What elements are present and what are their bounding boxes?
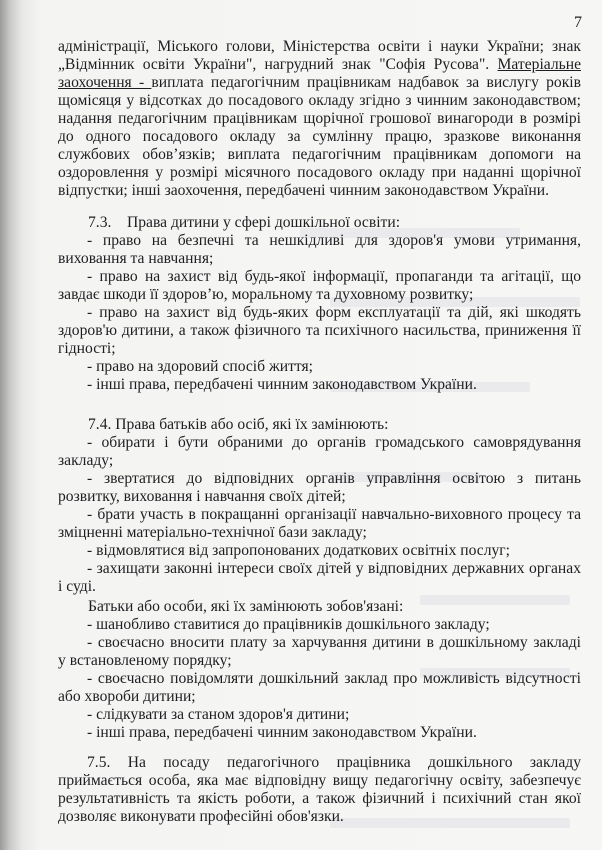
list-item: - звертатися до відповідних органів управління освітою з питань [87,470,581,487]
list-item-continuation: виховання та навчання; [58,250,214,267]
text-line: відпустки; інші заохочення, передбачені чинним законодавством України. [58,182,549,199]
list-item: - відмовлятися від запропонованих додаткових освітніх послуг; [87,542,511,559]
text-line: надання педагогічним працівникам щорічної грошової винагороди в розмірі [58,110,581,127]
list-item-continuation: закладу; [58,452,114,469]
list-item-continuation: зміцненні матеріально-технічної бази закладу; [58,524,367,541]
text-line: результативність та якість роботи, а також фізичний і психічний стан якої [58,790,581,807]
list-item-continuation: завдає шкоди її здоров’ю, моральному та духовному розвитку; [58,286,474,303]
incentive-definition: виплата педагогічним працівникам надбавок за вислугу років [151,74,581,91]
list-item: - інші права, передбачені чинним законодавством України. [87,724,477,741]
list-item-continuation: або хвороби дитини; [58,688,196,705]
list-item: - право на захист від будь-якої інформації, пропаганди та агітації, що [87,268,581,285]
text-line: щомісяця у відсотках до посадового окладу згідно з чинним законодавством; [58,92,581,109]
list-item: - своєчасно вносити плату за харчування дитини в дошкільному закладі [87,634,581,651]
list-item: - слідкувати за станом здоров'я дитини; [87,706,350,723]
material-incentive-term: Матеріальне [497,56,581,73]
list-item: - своєчасно повідомляти дошкільний заклад про можливість відсутності [87,670,581,687]
list-item: - обирати і бути обраними до органів громадського самоврядування [87,434,581,451]
list-item-continuation: розвитку, виховання і навчання своїх дітей; [58,488,346,505]
list-item-continuation: гідності; [58,340,116,357]
list-item: - інші права, передбачені чинним законодавством України. [87,376,477,393]
award-text: „Відмінник освіти України", нагрудний знак "Софія Русова". [58,56,498,73]
text-line: дозволяє виконувати професійні обов'язки. [58,808,344,825]
incentive-term: заохочення - [58,74,152,91]
list-item: - право на здоровий спосіб життя; [87,358,314,375]
list-item-continuation: здоров'ю дитини, а також фізичного та психічного насильства, приниження її [58,322,581,339]
list-item: - захищати законні інтереси своїх дітей у відповідних державних органах [87,560,581,577]
list-item-continuation: і суді. [58,578,96,595]
text-line: службових обов’язків; виплата педагогічним працівникам допомоги на [58,146,581,163]
list-item-continuation: у встановленому порядку; [58,652,232,669]
list-item: - право на захист від будь-яких форм експлуатації та дій, які шкодять [87,304,581,321]
text-line: адміністрації, Міського голови, Міністерства освіти і науки України; знак [58,38,581,55]
text-line: 7.5. На посаду педагогічного працівника дошкільного закладу [87,754,581,771]
text-line [58,56,581,74]
section-heading: 7.3. Права дитини у сфері дошкільної освіти: [88,214,401,231]
list-item: - шанобливо ставитися до працівників дошкільного закладу; [87,616,490,633]
list-item: - брати участь в покращанні організації навчально-виховного процесу та [87,506,581,523]
page-number: 7 [574,14,582,31]
text-line: оздоровлення у розмірі місячного посадового окладу при наданні щорічної [58,164,581,181]
list-item: - право на безпечні та нешкідливі для здоров'я умови утримання, [87,232,581,249]
text-line: до одного посадового окладу за сумлінну працю, зразкове виконання [58,128,581,145]
text-line [58,74,581,92]
section-heading: 7.4. Права батьків або осіб, які їх замінюють: [88,416,389,433]
text-line: приймається особа, яка має відповідну вищу педагогічну освіту, забезпечує [58,772,581,789]
duties-heading: Батьки або особи, які їх замінюють зобов'язані: [88,598,404,615]
